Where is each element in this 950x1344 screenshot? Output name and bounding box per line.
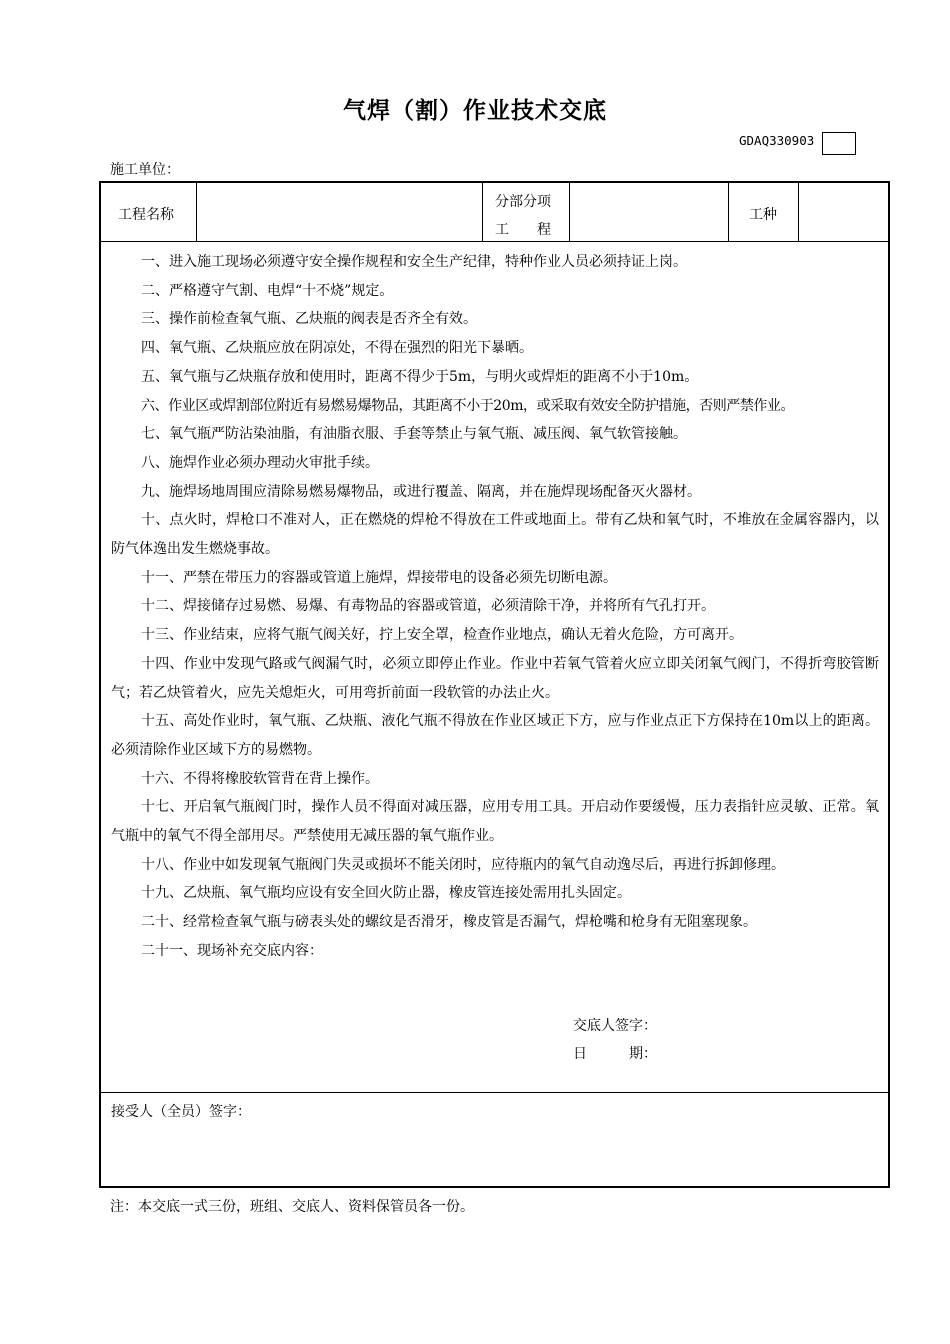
- item-6: 六、作业区或焊割部位附近有易燃易爆物品，其距离不小于20m，或采取有效安全防护措施，否则严禁作业。: [141, 397, 795, 414]
- document-title: 气焊（割）作业技术交底: [343, 98, 607, 124]
- item-19: 十九、乙炔瓶、氧气瓶均应设有安全回火防止器，橡皮管连接处需用扎头固定。: [141, 885, 631, 902]
- grid-line: [728, 183, 729, 241]
- item-21: 二十一、现场补充交底内容：: [141, 942, 323, 959]
- item-10: 十、点火时，焊枪口不准对人，正在燃烧的焊枪不得放在工件或地面上。带有乙炔和氧气时，不堆放在金属容器内，以防气体逸出发生燃烧事故。: [111, 512, 879, 558]
- form-code: GDAQ330903: [739, 133, 815, 148]
- grid-line: [482, 183, 483, 241]
- header-row-divider: [101, 241, 888, 242]
- project-name-label: 工程名称: [118, 207, 174, 223]
- item-13: 十三、作业结束，应将气瓶气阀关好，拧上安全罩，检查作业地点，确认无着火危险，方可离开。: [141, 627, 743, 644]
- item-11: 十一、严禁在带压力的容器或管道上施焊，焊接带电的设备必须先切断电源。: [141, 569, 617, 586]
- item-7: 七、氧气瓶严防沾染油脂，有油脂衣服、手套等禁止与氧气瓶、减压阀、氧气软管接触。: [141, 426, 687, 443]
- receiver-signature-label: 接受人（全员）签字：: [111, 1104, 251, 1120]
- item-17: 十七、开启氧气瓶阀门时，操作人员不得面对减压器，应用专用工具。开启动作要缓慢，压力表指针应灵敏、正常。氧气瓶中的氧气不得全部用尽。严禁使用无减压器的氧气瓶作业。: [111, 799, 879, 845]
- item-9: 九、施焊场地周围应清除易燃易爆物品，或进行覆盖、隔离，并在施焊现场配备灭火器材。: [141, 483, 701, 500]
- sub-project-label-line1: 分部分项: [495, 194, 551, 210]
- disclosure-form-table: [99, 181, 890, 1188]
- footer-note: 注：本交底一式三份，班组、交底人、资料保管员各一份。: [110, 1199, 474, 1215]
- item-2: 二、严格遵守气割、电焊“十不烧”规定。: [141, 282, 394, 299]
- item-12: 十二、焊接储存过易燃、易爆、有毒物品的容器或管道，必须清除干净，并将所有气孔打开。: [141, 598, 715, 615]
- construction-unit-label: 施工单位：: [110, 162, 180, 178]
- item-4: 四、氧气瓶、乙炔瓶应放在阴凉处，不得在强烈的阳光下暴晒。: [141, 340, 533, 357]
- item-1: 一、进入施工现场必须遵守安全操作规程和安全生产纪律，特种作业人员必须持证上岗。: [141, 254, 687, 270]
- sub-project-field[interactable]: [570, 183, 728, 241]
- sub-project-label-line2: 工 程: [495, 222, 551, 238]
- discloser-signature-label: 交底人签字：: [573, 1018, 657, 1034]
- item-18: 十八、作业中如发现氧气瓶阀门失灵或损坏不能关闭时，应待瓶内的氧气自动逸尽后，再进行拆卸修理。: [141, 856, 785, 873]
- disclosure-date-label: 日 期：: [573, 1046, 657, 1062]
- project-name-field[interactable]: [197, 183, 482, 241]
- item-16: 十六、不得将橡胶软管背在背上操作。: [141, 770, 379, 787]
- item-15: 十五、高处作业时，氧气瓶、乙炔瓶、液化气瓶不得放在作业区域正下方，应与作业点正下方保持在10m以上的距离。必须清除作业区域下方的易燃物。: [111, 713, 879, 758]
- item-8: 八、施焊作业必须办理动火审批手续。: [141, 454, 379, 471]
- item-20: 二十、经常检查氧气瓶与磅表头处的螺纹是否滑牙，橡皮管是否漏气，焊枪嘴和枪身有无阻塞现象。: [141, 914, 757, 931]
- item-5: 五、氧气瓶与乙炔瓶存放和使用时，距离不得少于5m，与明火或焊炬的距离不小于10m。: [141, 368, 699, 385]
- trade-label: 工种: [749, 207, 777, 223]
- disclosure-content: [111, 248, 879, 966]
- item-3: 三、操作前检查氧气瓶、乙炔瓶的阀表是否齐全有效。: [141, 311, 477, 328]
- receiver-signature-field[interactable]: [101, 1093, 888, 1186]
- trade-field[interactable]: [799, 183, 888, 241]
- item-14: 十四、作业中发现气路或气阀漏气时，必须立即停止作业。作业中若氧气管着火应立即关闭氧气阀门，不得折弯胶管断气；若乙炔管着火，应先关熄炬火，可用弯折前面一段软管的办法止火。: [111, 655, 879, 701]
- form-code-box[interactable]: [822, 132, 856, 155]
